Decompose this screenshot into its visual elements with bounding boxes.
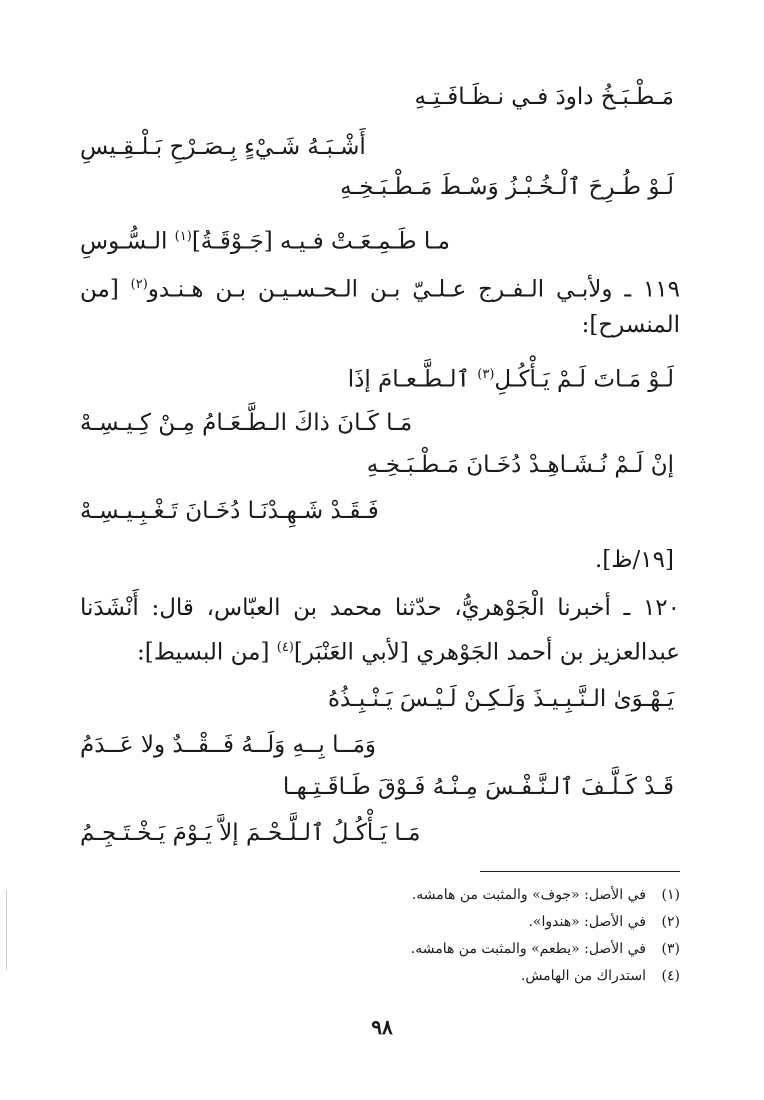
- folio-marker: [١٩/ظ].: [594, 547, 674, 573]
- footnote-2-text: في الأصل: «هندوا».: [528, 914, 646, 930]
- footnote-4: [521, 966, 680, 986]
- poem2-line1: [348, 360, 674, 395]
- footnote-3-number: (٣): [661, 941, 680, 957]
- poem1-line4-text: مـا طَـمِـعَـتْ فـيـه [جَـوْقَـةُ]: [191, 228, 450, 255]
- entry119-text: ١١٩ ـ ولأبـي الـفـرج عـلـيّ بـن الـحـسـيـن بـن هـنـدو: [147, 276, 680, 303]
- poem3-line3: قَـدْ كَـلَّـفَ ٱلـنَّـفْـسَ مِـنْـهُ فَـوْقَ طَـاقَـتِـهـا: [282, 774, 674, 800]
- page-number: ٩٨: [371, 1015, 393, 1039]
- footnote-1-text: في الأصل: «جوف» والمثبت من هامشه.: [411, 887, 646, 903]
- poem3-line4: مَـا يَـأْكُـلُ ٱلـلَّـحْـمَ إلاَّ يَـوْمَ يَـخْـتَـجِـمُ: [80, 820, 421, 846]
- footnote-3: [411, 939, 680, 959]
- entry120-line2: [80, 633, 680, 668]
- footnote-ref-2: (٢): [130, 277, 148, 292]
- footnote-4-number: (٤): [661, 968, 680, 984]
- entry120-text: عبدالعزيز بن أحمد الجَوْهري [لأبي العَنْبَر]: [293, 639, 680, 666]
- entry119-line1: [80, 270, 680, 305]
- poem1-line4-end: الـسُّـوسِ: [80, 228, 175, 255]
- footnote-2: [528, 912, 680, 932]
- footnote-2-number: (٢): [661, 914, 680, 930]
- poem2-line2: مَـا كَـانَ ذاكَ الـطَّـعَـامُ مِـنْ كِـيـسِـهْ: [80, 410, 413, 436]
- poem3-line1: يَـهْـوَىٰ الـنَّـبِـيـذَ وَلَـكِـنْ لَـيْـسَ يَـنْـبِـذُهُ: [327, 686, 674, 712]
- footnote-3-text: في الأصل: «يطعم» والمثبت من هامشه.: [410, 941, 646, 957]
- footnote-4-text: استدراك من الهامش.: [520, 968, 646, 984]
- poem2-line1-text: لَـوْ مَـاتَ لَـمْ يَـأْكُـلِ: [494, 366, 674, 393]
- entry120-line1: ١٢٠ ـ أخبرنا الْجَوْهريُّ، حدّثنا محمد بن العبّاس، قال: أَنْشَدَنا: [80, 595, 680, 621]
- poem2-line1-end: ٱلـطَّـعـامَ إذَا: [347, 366, 478, 393]
- footnote-ref-4: (٤): [276, 640, 294, 655]
- footnote-ref-3: (٣): [477, 367, 495, 382]
- poem1-line4: [80, 222, 450, 257]
- poem2-line4: فَـقَـدْ شَـهِـدْنَـا دُخَـانَ تَـغْـبِـيـسِـهْ: [80, 498, 379, 524]
- poem3-line2: وَمَــا بِــهِ وَلَــهُ فَــقْــدٌ ولا عَــدَمُ: [80, 732, 376, 758]
- poem2-line3: إنْ لَـمْ نُـشَـاهِـدْ دُخَـانَ مَـطْـبَـخِـهِ: [366, 452, 674, 478]
- entry119-line2: المنسرح]:: [581, 312, 680, 338]
- poem1-line3: لَـوْ طُـرِحَ ٱلْـخُـبْـزُ وَسْـطَ مَـطْـبَـخِـهِ: [340, 174, 674, 200]
- entry120-end: [من البسيط]:: [136, 639, 277, 666]
- footnote-separator: [480, 871, 680, 872]
- entry119-end: [من: [80, 276, 131, 303]
- footnote-1: [412, 885, 680, 905]
- footnote-ref-1: (١): [174, 229, 192, 244]
- poem1-line1: مَـطْـبَـخُ داودَ فـي نـظَـافَـتِـهِ: [414, 84, 674, 110]
- footnote-1-number: (١): [661, 887, 680, 903]
- poem1-line2: أَشْـبَـهُ شَـيْءٍ بِـصَـرْحِ بَـلْـقِـيسِ: [80, 134, 366, 160]
- margin-mark: [6, 890, 7, 970]
